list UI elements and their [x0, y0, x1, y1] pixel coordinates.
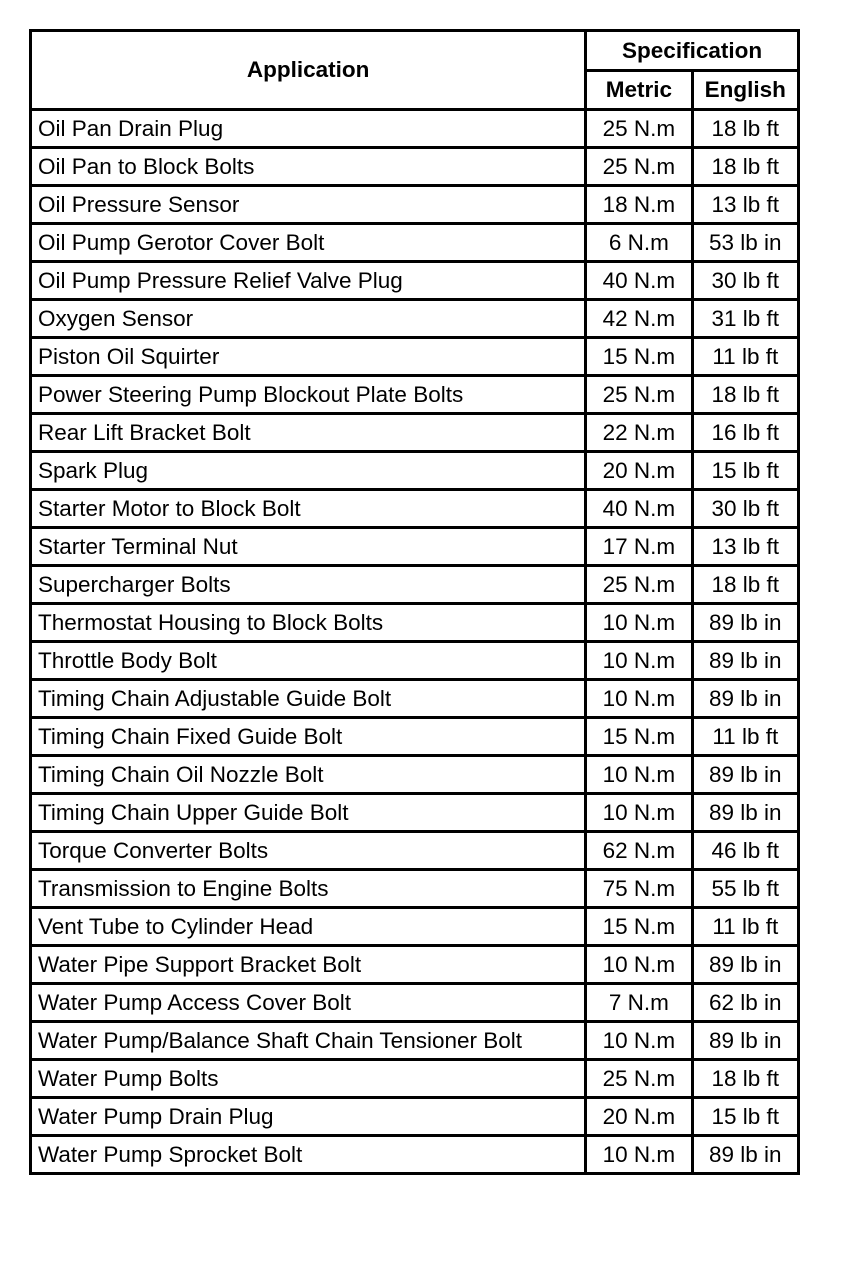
table-row: [31, 984, 799, 1022]
table-row: [31, 528, 799, 566]
english-cell: 18 lb ft: [692, 1060, 798, 1098]
metric-cell: 10 N.m: [586, 756, 692, 794]
english-cell: 53 lb in: [692, 224, 798, 262]
application-cell: Piston Oil Squirter: [31, 338, 586, 376]
application-cell: Rear Lift Bracket Bolt: [31, 414, 586, 452]
application-cell: Spark Plug: [31, 452, 586, 490]
english-cell: 55 lb ft: [692, 870, 798, 908]
english-cell: 13 lb ft: [692, 528, 798, 566]
application-cell: Water Pump Sprocket Bolt: [31, 1136, 586, 1174]
english-cell: 89 lb in: [692, 756, 798, 794]
application-cell: Water Pump Access Cover Bolt: [31, 984, 586, 1022]
table-row: [31, 1022, 799, 1060]
metric-cell: 25 N.m: [586, 566, 692, 604]
english-cell: 11 lb ft: [692, 338, 798, 376]
application-cell: Timing Chain Adjustable Guide Bolt: [31, 680, 586, 718]
application-cell: Water Pump Bolts: [31, 1060, 586, 1098]
table-row: [31, 870, 799, 908]
metric-cell: 25 N.m: [586, 1060, 692, 1098]
metric-cell: 10 N.m: [586, 680, 692, 718]
metric-cell: 15 N.m: [586, 908, 692, 946]
application-cell: Starter Motor to Block Bolt: [31, 490, 586, 528]
application-cell: Oil Pump Gerotor Cover Bolt: [31, 224, 586, 262]
english-cell: 62 lb in: [692, 984, 798, 1022]
application-cell: Power Steering Pump Blockout Plate Bolts: [31, 376, 586, 414]
application-cell: Throttle Body Bolt: [31, 642, 586, 680]
table-row: [31, 642, 799, 680]
metric-cell: 15 N.m: [586, 718, 692, 756]
english-cell: 13 lb ft: [692, 186, 798, 224]
metric-cell: 10 N.m: [586, 1022, 692, 1060]
table-row: [31, 490, 799, 528]
application-cell: Oil Pan to Block Bolts: [31, 148, 586, 186]
application-cell: Oxygen Sensor: [31, 300, 586, 338]
english-cell: 18 lb ft: [692, 148, 798, 186]
table-row: [31, 908, 799, 946]
application-cell: Timing Chain Oil Nozzle Bolt: [31, 756, 586, 794]
english-cell: 15 lb ft: [692, 1098, 798, 1136]
metric-cell: 10 N.m: [586, 794, 692, 832]
metric-cell: 25 N.m: [586, 376, 692, 414]
torque-spec-table: [29, 29, 800, 1175]
application-cell: Timing Chain Upper Guide Bolt: [31, 794, 586, 832]
english-cell: 18 lb ft: [692, 110, 798, 148]
metric-cell: 25 N.m: [586, 110, 692, 148]
application-cell: Starter Terminal Nut: [31, 528, 586, 566]
spec-table-body: [31, 110, 799, 1174]
table-row: [31, 148, 799, 186]
english-header: English: [692, 71, 798, 110]
application-header: Application: [31, 31, 586, 110]
table-row: [31, 338, 799, 376]
english-cell: 11 lb ft: [692, 718, 798, 756]
english-cell: 18 lb ft: [692, 566, 798, 604]
application-cell: Timing Chain Fixed Guide Bolt: [31, 718, 586, 756]
table-row: [31, 452, 799, 490]
table-row: [31, 680, 799, 718]
table-row: [31, 1098, 799, 1136]
application-cell: Water Pump/Balance Shaft Chain Tensioner Bolt: [31, 1022, 586, 1060]
metric-cell: 62 N.m: [586, 832, 692, 870]
english-cell: 15 lb ft: [692, 452, 798, 490]
table-row: [31, 262, 799, 300]
table-row: [31, 224, 799, 262]
table-row: [31, 186, 799, 224]
metric-cell: 20 N.m: [586, 452, 692, 490]
english-cell: 16 lb ft: [692, 414, 798, 452]
table-row: [31, 832, 799, 870]
application-cell: Oil Pressure Sensor: [31, 186, 586, 224]
english-cell: 18 lb ft: [692, 376, 798, 414]
application-cell: Transmission to Engine Bolts: [31, 870, 586, 908]
table-row: [31, 718, 799, 756]
table-row: [31, 1060, 799, 1098]
application-cell: Water Pipe Support Bracket Bolt: [31, 946, 586, 984]
metric-cell: 22 N.m: [586, 414, 692, 452]
table-row: [31, 376, 799, 414]
metric-cell: 7 N.m: [586, 984, 692, 1022]
table-row: [31, 566, 799, 604]
english-cell: 89 lb in: [692, 604, 798, 642]
english-cell: 89 lb in: [692, 794, 798, 832]
metric-cell: 18 N.m: [586, 186, 692, 224]
metric-cell: 42 N.m: [586, 300, 692, 338]
table-row: [31, 110, 799, 148]
metric-cell: 6 N.m: [586, 224, 692, 262]
english-cell: 89 lb in: [692, 642, 798, 680]
table-row: [31, 414, 799, 452]
application-cell: Water Pump Drain Plug: [31, 1098, 586, 1136]
english-cell: 89 lb in: [692, 680, 798, 718]
english-cell: 31 lb ft: [692, 300, 798, 338]
application-cell: Oil Pan Drain Plug: [31, 110, 586, 148]
english-cell: 46 lb ft: [692, 832, 798, 870]
table-row: [31, 794, 799, 832]
metric-cell: 17 N.m: [586, 528, 692, 566]
table-row: [31, 604, 799, 642]
application-cell: Torque Converter Bolts: [31, 832, 586, 870]
metric-cell: 15 N.m: [586, 338, 692, 376]
english-cell: 89 lb in: [692, 1022, 798, 1060]
specification-header: Specification: [586, 31, 799, 71]
metric-cell: 20 N.m: [586, 1098, 692, 1136]
metric-cell: 40 N.m: [586, 490, 692, 528]
application-cell: Thermostat Housing to Block Bolts: [31, 604, 586, 642]
application-cell: Vent Tube to Cylinder Head: [31, 908, 586, 946]
english-cell: 30 lb ft: [692, 262, 798, 300]
metric-cell: 75 N.m: [586, 870, 692, 908]
english-cell: 89 lb in: [692, 1136, 798, 1174]
english-cell: 30 lb ft: [692, 490, 798, 528]
table-row: [31, 756, 799, 794]
metric-cell: 10 N.m: [586, 604, 692, 642]
table-row: [31, 1136, 799, 1174]
metric-cell: 10 N.m: [586, 946, 692, 984]
metric-cell: 40 N.m: [586, 262, 692, 300]
metric-cell: 25 N.m: [586, 148, 692, 186]
metric-header: Metric: [586, 71, 692, 110]
table-row: [31, 300, 799, 338]
metric-cell: 10 N.m: [586, 642, 692, 680]
metric-cell: 10 N.m: [586, 1136, 692, 1174]
application-cell: Supercharger Bolts: [31, 566, 586, 604]
table-row: [31, 946, 799, 984]
english-cell: 89 lb in: [692, 946, 798, 984]
english-cell: 11 lb ft: [692, 908, 798, 946]
application-cell: Oil Pump Pressure Relief Valve Plug: [31, 262, 586, 300]
